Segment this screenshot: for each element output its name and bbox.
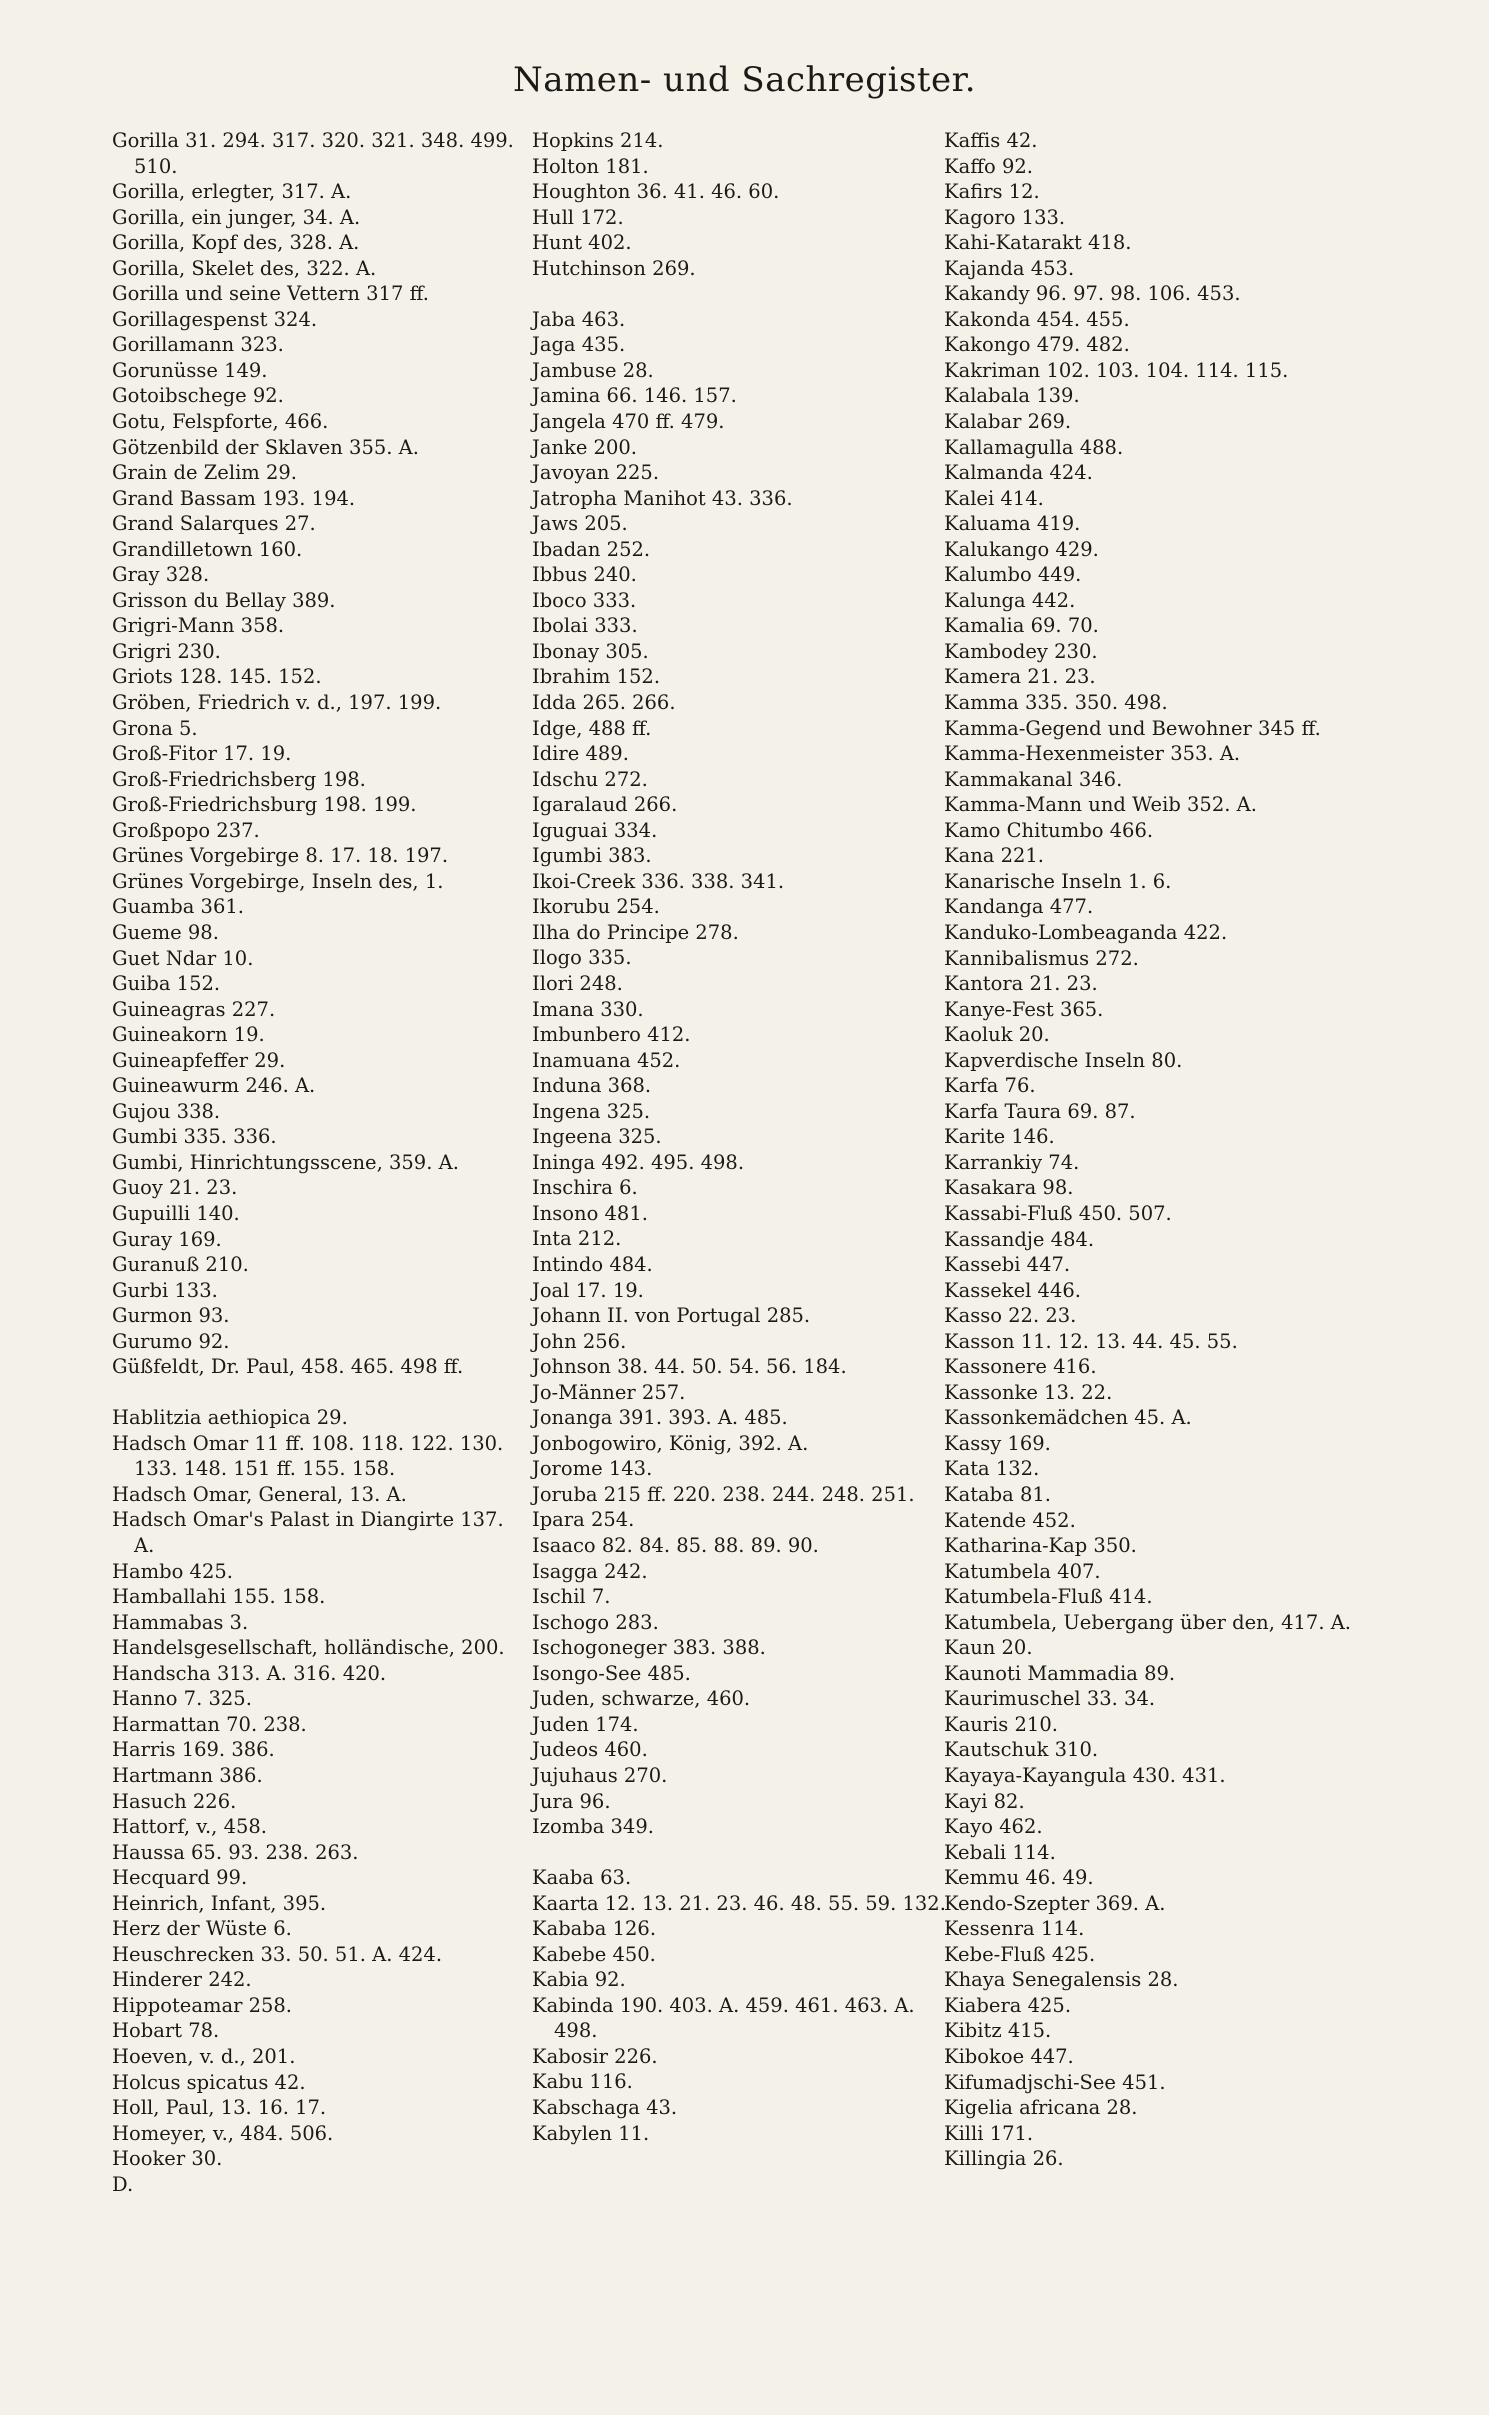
- index-entry: Hinderer 242.: [112, 1968, 252, 1992]
- index-entry: Joal 17. 19.: [532, 1278, 644, 1302]
- index-entry: Ingena 325.: [532, 1099, 651, 1123]
- index-entry: Gumbi 335. 336.: [112, 1125, 277, 1149]
- index-entry: Ibadan 252.: [532, 537, 651, 561]
- index-entry: Katumbela 407.: [944, 1559, 1101, 1583]
- index-entry: Kakandy 96. 97. 98. 106. 453.: [944, 282, 1241, 306]
- index-entry: Hooker 30.: [112, 2147, 223, 2171]
- index-entry: Kakriman 102. 103. 104. 114. 115.: [944, 358, 1289, 382]
- index-entry: Kayi 82.: [944, 1789, 1025, 1813]
- section-gap: [532, 1840, 952, 1866]
- index-entry: Gorilla, Skelet des, 322. A.: [112, 256, 377, 280]
- index-entry: Kaaba 63.: [532, 1866, 632, 1890]
- index-column-3: [944, 128, 1384, 2172]
- index-entry: Karrankiy 74.: [944, 1150, 1080, 1174]
- index-entry: Insono 481.: [532, 1201, 648, 1225]
- index-entry: Kamma-Gegend und Bewohner 345 ff.: [944, 716, 1321, 740]
- index-entry: Hadsch Omar, General, 13. A.: [112, 1482, 407, 1506]
- index-entry: Kataba 81.: [944, 1482, 1051, 1506]
- index-entry: Isaaco 82. 84. 85. 88. 89. 90.: [532, 1534, 819, 1558]
- index-entry: Gorillamann 323.: [112, 333, 284, 357]
- index-entry: Kebe-Fluß 425.: [944, 1942, 1096, 1966]
- index-entry: Kamo Chitumbo 466.: [944, 818, 1154, 842]
- index-entry: Götzenbild der Sklaven 355. A.: [112, 435, 419, 459]
- index-entry: Idire 489.: [532, 742, 629, 766]
- index-entry: Hobart 78.: [112, 2019, 220, 2043]
- index-entry: Guineakorn 19.: [112, 1023, 265, 1047]
- index-entry: Hoeven, v. d., 201.: [112, 2044, 296, 2068]
- index-entry: Ikoi-Creek 336. 338. 341.: [532, 869, 785, 893]
- index-entry: Hamballahi 155. 158.: [112, 1585, 326, 1609]
- index-entry: Kalmanda 424.: [944, 461, 1093, 485]
- index-entry: Juden 174.: [532, 1712, 639, 1736]
- index-entry: Kassabi-Fluß 450. 507.: [944, 1201, 1172, 1225]
- index-entry: Kaffis 42.: [944, 129, 1038, 152]
- index-entry: Harris 169. 386.: [112, 1738, 275, 1762]
- index-entry: Kamma 335. 350. 498.: [944, 691, 1168, 715]
- index-entry: Kassonkemädchen 45. A.: [944, 1406, 1192, 1430]
- index-entry: Kalabala 139.: [944, 384, 1080, 408]
- index-entry: Kibitz 415.: [944, 2019, 1052, 2043]
- index-entry: Houghton 36. 41. 46. 60.: [532, 180, 780, 204]
- index-entry: Ininga 492. 495. 498.: [532, 1150, 745, 1174]
- index-entry: Judeos 460.: [532, 1738, 648, 1762]
- index-entry: Kendo-Szepter 369. A.: [944, 1891, 1166, 1915]
- index-entry: Guray 169.: [112, 1227, 222, 1251]
- index-entry: Jo-Männer 257.: [532, 1380, 686, 1404]
- index-entry: Grand Salarques 27.: [112, 512, 316, 536]
- index-column-2: [532, 128, 952, 2146]
- index-entry: Jura 96.: [532, 1789, 611, 1813]
- index-entry: Kabschaga 43.: [532, 2096, 678, 2120]
- index-entry: Kababa 126.: [532, 1917, 657, 1941]
- index-entry: Kibokoe 447.: [944, 2045, 1074, 2069]
- index-entry: Kassandje 484.: [944, 1227, 1095, 1251]
- index-entry: Kalei 414.: [944, 486, 1044, 510]
- index-entry: Kaun 20.: [944, 1636, 1033, 1660]
- index-entry: Inamuana 452.: [532, 1048, 681, 1072]
- index-entry: Hecquard 99.: [112, 1866, 248, 1890]
- index-entry: Gröben, Friedrich v. d., 197. 199.: [112, 691, 442, 715]
- index-entry: Kassekel 446.: [944, 1278, 1081, 1302]
- index-entry: Grigri-Mann 358.: [112, 614, 285, 638]
- index-entry: Gupuilli 140.: [112, 1201, 240, 1225]
- index-entry: Kajanda 453.: [944, 256, 1075, 280]
- index-entry: Kassy 169.: [944, 1431, 1051, 1455]
- index-entry: Kabylen 11.: [532, 2121, 650, 2145]
- index-entry: Hopkins 214.: [532, 129, 664, 152]
- index-entry: Isongo-See 485.: [532, 1661, 691, 1685]
- index-entry: Ischogoneger 383. 388.: [532, 1636, 766, 1660]
- index-entry: Kalabar 269.: [944, 410, 1072, 434]
- index-entry: Kakonda 454. 455.: [944, 307, 1130, 331]
- index-entry: Jatropha Manihot 43. 336.: [532, 486, 793, 510]
- index-entry: Hambo 425.: [112, 1559, 233, 1583]
- index-entry: Guineapfeffer 29.: [112, 1048, 286, 1072]
- index-entry: Jangela 470 ff. 479.: [532, 409, 725, 433]
- index-entry: Kahi-Katarakt 418.: [944, 231, 1132, 255]
- index-entry: Grandilletown 160.: [112, 537, 303, 561]
- index-entry: Heinrich, Infant, 395.: [112, 1891, 327, 1915]
- index-entry: Jaws 205.: [532, 512, 628, 536]
- index-entry: Hablitzia aethiopica 29.: [112, 1406, 348, 1430]
- index-entry: Gotu, Felspforte, 466.: [112, 410, 329, 434]
- index-entry: Handscha 313. A. 316. 420.: [112, 1661, 387, 1685]
- index-entry: Jorome 143.: [532, 1457, 653, 1481]
- index-entry: Ipara 254.: [532, 1508, 635, 1532]
- index-entry: Iguguai 334.: [532, 818, 658, 842]
- index-entry: Kasson 11. 12. 13. 44. 45. 55.: [944, 1329, 1238, 1353]
- index-entry: Handelsgesellschaft, holländische, 200.: [112, 1636, 505, 1660]
- index-entry: Igumbi 383.: [532, 844, 652, 868]
- index-entry: Kannibalismus 272.: [944, 946, 1139, 970]
- index-entry: Kasso 22. 23.: [944, 1304, 1077, 1328]
- index-entry: Gorilla, Kopf des, 328. A.: [112, 231, 360, 255]
- index-entry: Karfa 76.: [944, 1074, 1036, 1098]
- index-entry: Kaffo 92.: [944, 154, 1033, 178]
- index-entry: Ilogo 335.: [532, 946, 632, 970]
- index-entry: Groß-Friedrichsberg 198.: [112, 767, 366, 791]
- index-entry: Kantora 21. 23.: [944, 972, 1098, 996]
- index-entry: Gurmon 93.: [112, 1304, 230, 1328]
- index-entry: Jambuse 28.: [532, 358, 654, 382]
- index-entry: Gorilla 31. 294. 317. 320. 321. 348. 499. 510.: [112, 129, 514, 178]
- index-entry: Ischogo 283.: [532, 1610, 659, 1634]
- index-entry: Guranuß 210.: [112, 1253, 249, 1277]
- index-entry: Herz der Wüste 6.: [112, 1917, 292, 1941]
- index-entry: Kaunoti Mammadia 89.: [944, 1661, 1176, 1685]
- index-entry: Kemmu 46. 49.: [944, 1866, 1094, 1890]
- index-entry: Griots 128. 145. 152.: [112, 665, 322, 689]
- index-entry: Harmattan 70. 238.: [112, 1712, 307, 1736]
- index-entry: Kamma-Mann und Weib 352. A.: [944, 793, 1257, 817]
- index-entry: Hull 172.: [532, 205, 624, 229]
- index-entry: Kagoro 133.: [944, 205, 1066, 229]
- index-entry: Kana 221.: [944, 844, 1044, 868]
- index-entry: Gray 328.: [112, 563, 210, 587]
- index-entry: Heuschrecken 33. 50. 51. A. 424.: [112, 1942, 443, 1966]
- index-entry: Ilha do Principe 278.: [532, 920, 739, 944]
- index-entry: Gorilla, erlegter, 317. A.: [112, 180, 352, 204]
- index-entry: Kabu 116.: [532, 2070, 633, 2094]
- index-entry: Holl, Paul, 13. 16. 17.: [112, 2096, 327, 2120]
- index-entry: Gorilla, ein junger, 34. A.: [112, 205, 361, 229]
- index-entry: Imbunbero 412.: [532, 1023, 691, 1047]
- index-entry: Gorilla und seine Vettern 317 ff.: [112, 282, 429, 306]
- index-entry: Kaarta 12. 13. 21. 23. 46. 48. 55. 59. 132.: [532, 1891, 946, 1915]
- section-gap: [112, 1380, 522, 1406]
- index-entry: Kiabera 425.: [944, 1993, 1072, 2017]
- index-entry: Kalukango 429.: [944, 537, 1099, 561]
- index-entry: Gueme 98.: [112, 920, 219, 944]
- index-entry: Ingeena 325.: [532, 1125, 662, 1149]
- index-entry: Killingia 26.: [944, 2147, 1064, 2171]
- index-entry: Karfa Taura 69. 87.: [944, 1099, 1136, 1123]
- index-entry: Kamera 21. 23.: [944, 665, 1096, 689]
- index-entry: Idschu 272.: [532, 767, 648, 791]
- index-entry: Ibolai 333.: [532, 614, 638, 638]
- index-entry: Gotoibschege 92.: [112, 384, 284, 408]
- index-entry: Ibbus 240.: [532, 563, 637, 587]
- index-entry: Induna 368.: [532, 1074, 652, 1098]
- index-entry: Kabosir 226.: [532, 2044, 658, 2068]
- index-entry: Katende 452.: [944, 1508, 1076, 1532]
- index-entry: D.: [112, 2172, 134, 2196]
- index-entry: Grona 5.: [112, 716, 198, 740]
- index-entry: Kambodey 230.: [944, 639, 1098, 663]
- index-entry: Gumbi, Hinrichtungsscene, 359. A.: [112, 1150, 459, 1174]
- index-entry: Hippoteamar 258.: [112, 1993, 293, 2017]
- index-entry: Grigri 230.: [112, 639, 221, 663]
- index-entry: Idda 265. 266.: [532, 690, 676, 714]
- index-entry: Kalumbo 449.: [944, 563, 1082, 587]
- index-entry: Kaurimuschel 33. 34.: [944, 1687, 1156, 1711]
- index-entry: Ikorubu 254.: [532, 895, 660, 919]
- index-entry: Hadsch Omar 11 ff. 108. 118. 122. 130. 133. 148. 151 ff. 155. 158.: [112, 1431, 504, 1481]
- index-entry: Holton 181.: [532, 154, 649, 178]
- index-entry: Kallamagulla 488.: [944, 435, 1124, 459]
- index-entry: Hunt 402.: [532, 231, 632, 255]
- index-entry: Kabia 92.: [532, 1968, 626, 1992]
- index-entry: Guiba 152.: [112, 972, 221, 996]
- index-entry: Kaoluk 20.: [944, 1023, 1050, 1047]
- index-entry: Johnson 38. 44. 50. 54. 56. 184.: [532, 1355, 847, 1379]
- index-entry: Kassebi 447.: [944, 1253, 1071, 1277]
- index-entry: Hartmann 386.: [112, 1763, 263, 1787]
- index-entry: Inta 212.: [532, 1227, 622, 1251]
- index-entry: Kaluama 419.: [944, 512, 1081, 536]
- index-entry: Kalunga 442.: [944, 588, 1076, 612]
- index-entry: Javoyan 225.: [532, 461, 660, 485]
- index-entry: Joruba 215 ff. 220. 238. 244. 248. 251.: [532, 1482, 915, 1506]
- index-entry: Holcus spicatus 42.: [112, 2070, 306, 2094]
- index-entry: Grand Bassam 193. 194.: [112, 486, 356, 510]
- index-entry: Kasakara 98.: [944, 1176, 1074, 1200]
- index-entry: Hattorf, v., 458.: [112, 1815, 268, 1839]
- index-entry: Juden, schwarze, 460.: [532, 1687, 751, 1711]
- index-entry: Hadsch Omar's Palast in Diangirte 137. A.: [112, 1508, 504, 1558]
- index-entry: Katharina-Kap 350.: [944, 1534, 1137, 1558]
- index-entry: Jujuhaus 270.: [532, 1763, 668, 1787]
- index-entry: Kassonke 13. 22.: [944, 1380, 1113, 1404]
- index-entry: Kakongo 479. 482.: [944, 333, 1130, 357]
- index-entry: Kifumadjschi-See 451.: [944, 2070, 1166, 2094]
- index-entry: Kafirs 12.: [944, 180, 1040, 204]
- index-entry: Jamina 66. 146. 157.: [532, 384, 737, 408]
- index-entry: Großpopo 237.: [112, 818, 260, 842]
- index-entry: Kammakanal 346.: [944, 767, 1123, 791]
- index-entry: Kabinda 190. 403. A. 459. 461. 463. A. 498.: [532, 1993, 915, 2043]
- index-entry: Kessenra 114.: [944, 1917, 1085, 1941]
- index-entry: Hammabas 3.: [112, 1610, 249, 1634]
- index-entry: Groß-Fitor 17. 19.: [112, 742, 292, 766]
- section-gap: [532, 281, 952, 307]
- index-entry: Kigelia africana 28.: [944, 2096, 1138, 2120]
- index-entry: Kamalia 69. 70.: [944, 614, 1099, 638]
- index-entry: Jonbogowiro, König, 392. A.: [532, 1431, 809, 1455]
- index-entry: Iboco 333.: [532, 588, 637, 612]
- index-entry: Hanno 7. 325.: [112, 1687, 252, 1711]
- index-entry: Ilori 248.: [532, 972, 623, 995]
- index-entry: Kauris 210.: [944, 1712, 1058, 1736]
- index-entry: Kautschuk 310.: [944, 1738, 1099, 1762]
- index-entry: Karite 146.: [944, 1125, 1055, 1149]
- index-entry: Grünes Vorgebirge, Inseln des, 1.: [112, 869, 444, 893]
- index-entry: Kandanga 477.: [944, 895, 1094, 919]
- index-entry: Kassonere 416.: [944, 1355, 1097, 1379]
- index-entry: Jaba 463.: [532, 307, 626, 331]
- index-entry: Ibrahim 152.: [532, 665, 661, 689]
- index-entry: Hutchinson 269.: [532, 256, 696, 280]
- index-entry: Khaya Senegalensis 28.: [944, 1968, 1179, 1992]
- index-column-1: [112, 128, 522, 2197]
- index-entry: Katumbela, Uebergang über den, 417. A.: [944, 1610, 1352, 1634]
- index-entry: Kanye-Fest 365.: [944, 997, 1104, 1021]
- index-entry: Haussa 65. 93. 238. 263.: [112, 1840, 359, 1864]
- index-entry: Ibonay 305.: [532, 639, 649, 663]
- index-entry: Kayaya-Kayangula 430. 431.: [944, 1764, 1226, 1787]
- index-entry: Kayo 462.: [944, 1815, 1043, 1839]
- index-entry: Kapverdische Inseln 80.: [944, 1048, 1183, 1072]
- index-entry: Gorunüsse 149.: [112, 358, 268, 382]
- index-entry: Izomba 349.: [532, 1815, 654, 1839]
- index-entry: Janke 200.: [532, 435, 637, 459]
- index-entry: Imana 330.: [532, 997, 644, 1021]
- index-entry: Guet Ndar 10.: [112, 946, 254, 970]
- index-entry: Jonanga 391. 393. A. 485.: [532, 1406, 788, 1430]
- index-entry: Isagga 242.: [532, 1559, 648, 1583]
- index-entry: Ischil 7.: [532, 1585, 611, 1609]
- index-entry: Inschira 6.: [532, 1176, 638, 1200]
- index-entry: Grain de Zelim 29.: [112, 461, 298, 485]
- index-entry: Guineagras 227.: [112, 997, 276, 1021]
- index-entry: Gurumo 92.: [112, 1329, 230, 1353]
- index-entry: Güßfeldt, Dr. Paul, 458. 465. 498 ff.: [112, 1355, 464, 1379]
- index-entry: Intindo 484.: [532, 1253, 653, 1277]
- index-entry: Groß-Friedrichsburg 198. 199.: [112, 793, 417, 817]
- index-entry: Gujou 338.: [112, 1099, 221, 1123]
- index-entry: Gorillagespenst 324.: [112, 307, 318, 331]
- index-entry: Igaralaud 266.: [532, 793, 678, 817]
- index-entry: Guamba 361.: [112, 895, 244, 919]
- index-entry: Killi 171.: [944, 2121, 1034, 2145]
- index-entry: Idge, 488 ff.: [532, 716, 652, 740]
- page-title: Namen- und Sachregister.: [512, 60, 976, 100]
- index-entry: Guineawurm 246. A.: [112, 1074, 316, 1098]
- index-entry: Grisson du Bellay 389.: [112, 588, 336, 612]
- index-entry: Grünes Vorgebirge 8. 17. 18. 197.: [112, 844, 449, 868]
- index-entry: Katumbela-Fluß 414.: [944, 1585, 1153, 1609]
- index-entry: Kanarische Inseln 1. 6.: [944, 869, 1172, 893]
- index-entry: Gurbi 133.: [112, 1278, 218, 1302]
- index-entry: Homeyer, v., 484. 506.: [112, 2121, 334, 2145]
- index-entry: Kamma-Hexenmeister 353. A.: [944, 742, 1241, 766]
- index-entry: Guoy 21. 23.: [112, 1176, 238, 1200]
- index-entry: Hasuch 226.: [112, 1789, 237, 1813]
- index-entry: Kata 132.: [944, 1457, 1040, 1481]
- index-entry: Johann II. von Portugal 285.: [532, 1304, 811, 1328]
- index-entry: Kebali 114.: [944, 1840, 1056, 1864]
- index-entry: John 256.: [532, 1329, 627, 1353]
- index-entry: Jaga 435.: [532, 333, 626, 357]
- index-entry: Kabebe 450.: [532, 1942, 656, 1966]
- index-entry: Kanduko-Lombeaganda 422.: [944, 920, 1228, 944]
